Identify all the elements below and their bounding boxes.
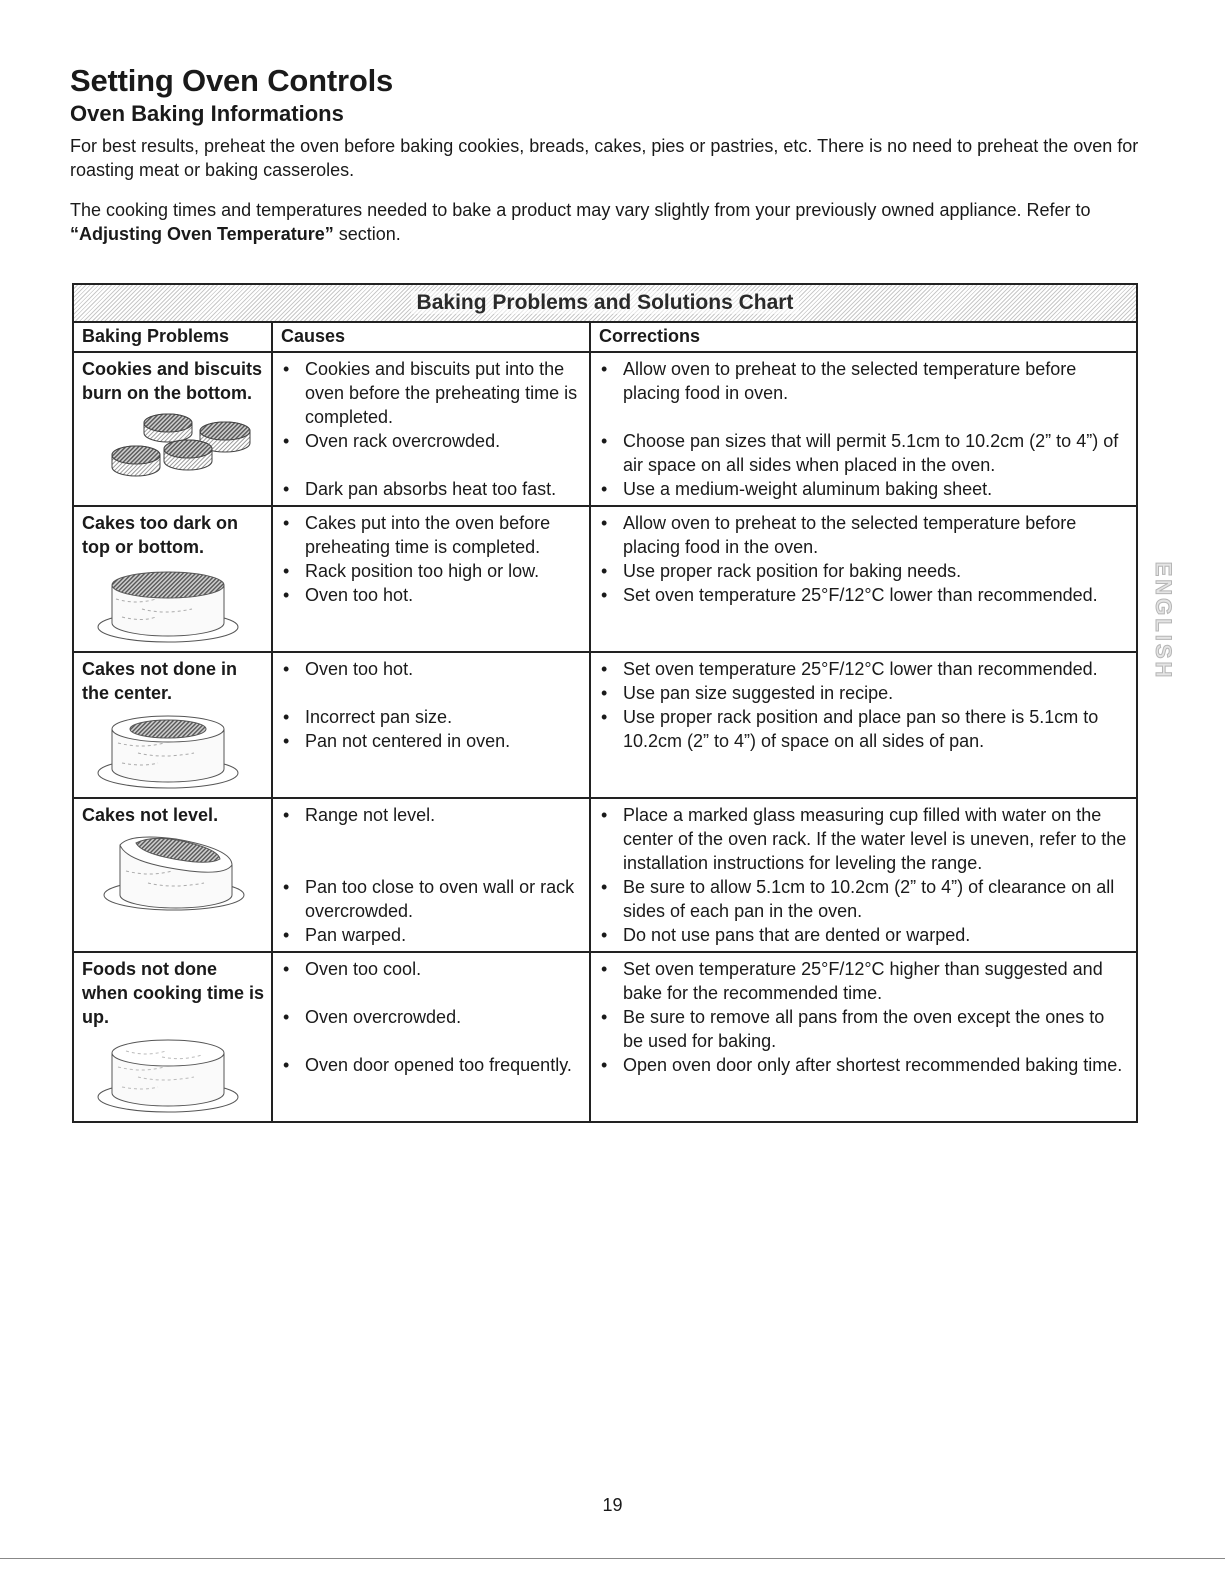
table-row bbox=[74, 652, 1136, 798]
correction-item: • Open oven door only after shortest recommended baking time. bbox=[597, 1053, 1128, 1077]
header-causes: Causes bbox=[272, 323, 590, 352]
cause-item: • Pan not centered in oven. bbox=[279, 729, 581, 753]
header-baking-problems: Baking Problems bbox=[74, 323, 272, 352]
problem-cell bbox=[74, 352, 272, 506]
table-row bbox=[74, 352, 1136, 506]
cause-item: • Range not level. bbox=[279, 803, 581, 827]
correction-item: • Allow oven to preheat to the selected temperature before placing food in the oven. bbox=[597, 511, 1128, 559]
cause-item: • Oven too cool. bbox=[279, 957, 581, 981]
cause-item: • Pan warped. bbox=[279, 923, 581, 947]
cause-item: • Pan too close to oven wall or rack overcrowded. bbox=[279, 875, 581, 923]
cause-item: • Dark pan absorbs heat too fast. bbox=[279, 477, 581, 501]
baking-problems-table bbox=[74, 323, 1136, 1121]
problem-label: Foods not done when cooking time is up. bbox=[82, 959, 265, 1027]
intro-paragraph-2 bbox=[70, 198, 1140, 246]
cause-item: • Oven too hot. bbox=[279, 657, 581, 681]
page-title: Setting Oven Controls bbox=[70, 63, 394, 98]
language-label: ENGLISH bbox=[1151, 561, 1176, 681]
correction-item: • Set oven temperature 25°F/12°C lower than recommended. bbox=[597, 657, 1128, 681]
problem-cell bbox=[74, 798, 272, 952]
pale-cake-icon bbox=[82, 1033, 258, 1115]
cause-item: • Cookies and biscuits put into the oven before the preheating time is completed. bbox=[279, 357, 581, 429]
adjusting-oven-temperature-reference: “Adjusting Oven Temperature” bbox=[70, 224, 334, 244]
problem-cell bbox=[74, 952, 272, 1121]
header-corrections: Corrections bbox=[590, 323, 1136, 352]
correction-item: • Use proper rack position and place pan so there is 5.1cm to 10.2cm (2” to 4”) of space on all sides of pan. bbox=[597, 705, 1128, 753]
correction-item: • Use proper rack position for baking needs. bbox=[597, 559, 1128, 583]
intro-paragraph-1: For best results, preheat the oven before baking cookies, breads, cakes, pies or pastries, etc. There is no need to preheat the oven for roasting meat or baking casseroles. bbox=[70, 136, 1139, 180]
causes-cell bbox=[272, 652, 590, 798]
causes-cell bbox=[272, 506, 590, 652]
table-row bbox=[74, 506, 1136, 652]
cause-item: • Oven overcrowded. bbox=[279, 1005, 581, 1029]
cause-item: • Cakes put into the oven before preheating time is completed. bbox=[279, 511, 581, 559]
corrections-cell bbox=[590, 952, 1136, 1121]
page-subtitle: Oven Baking Informations bbox=[70, 101, 344, 126]
chart-title-text: Baking Problems and Solutions Chart bbox=[411, 291, 800, 314]
corrections-cell bbox=[590, 798, 1136, 952]
chart-title bbox=[74, 285, 1136, 323]
corrections-cell bbox=[590, 352, 1136, 506]
corrections-cell bbox=[590, 652, 1136, 798]
correction-item: • Set oven temperature 25°F/12°C lower than recommended. bbox=[597, 583, 1128, 607]
cookies-icon bbox=[82, 409, 258, 489]
causes-cell bbox=[272, 952, 590, 1121]
intro-paragraph-2-start: The cooking times and temperatures needed to bake a product may vary slightly from your previously owned appliance. Refer to bbox=[70, 200, 1091, 220]
corrections-cell bbox=[590, 506, 1136, 652]
causes-cell bbox=[272, 352, 590, 506]
cause-item: • Oven too hot. bbox=[279, 583, 581, 607]
dark-cake-icon bbox=[82, 563, 258, 645]
correction-item: • Choose pan sizes that will permit 5.1cm to 10.2cm (2” to 4”) of air space on all sides when placed in the oven. bbox=[597, 429, 1128, 477]
causes-cell bbox=[272, 798, 590, 952]
correction-item: • Use a medium-weight aluminum baking sheet. bbox=[597, 477, 1128, 501]
intro-paragraph-2-end: section. bbox=[333, 224, 401, 244]
cause-item: • Oven rack overcrowded. bbox=[279, 429, 581, 453]
problem-cell bbox=[74, 652, 272, 798]
correction-item: • Allow oven to preheat to the selected temperature before placing food in oven. bbox=[597, 357, 1128, 405]
problem-label: Cakes too dark on top or bottom. bbox=[82, 513, 239, 557]
bottom-divider bbox=[0, 1558, 1225, 1559]
correction-item: • Do not use pans that are dented or warped. bbox=[597, 923, 1128, 947]
correction-item: • Be sure to allow 5.1cm to 10.2cm (2” to 4”) of clearance on all sides of each pan in the oven. bbox=[597, 875, 1128, 923]
problem-label: Cakes not level. bbox=[82, 805, 219, 825]
correction-item: • Set oven temperature 25°F/12°C higher than suggested and bake for the recommended time. bbox=[597, 957, 1128, 1005]
problem-cell bbox=[74, 506, 272, 652]
correction-item: • Place a marked glass measuring cup filled with water on the center of the oven rack. If the water level is uneven, refer to the installation instructions for leveling the range. bbox=[597, 803, 1128, 875]
page-header bbox=[70, 62, 1140, 246]
cause-item: • Rack position too high or low. bbox=[279, 559, 581, 583]
table-row bbox=[74, 952, 1136, 1121]
correction-item: • Be sure to remove all pans from the oven except the ones to be used for baking. bbox=[597, 1005, 1128, 1053]
underdone-cake-icon bbox=[82, 709, 258, 791]
problem-label: Cakes not done in the center. bbox=[82, 659, 238, 703]
tilted-cake-icon bbox=[82, 831, 258, 915]
baking-problems-chart bbox=[72, 283, 1138, 1123]
language-side-tab bbox=[1148, 561, 1178, 681]
cause-item: • Incorrect pan size. bbox=[279, 705, 581, 729]
table-row bbox=[74, 798, 1136, 952]
correction-item: • Use pan size suggested in recipe. bbox=[597, 681, 1128, 705]
cause-item: • Oven door opened too frequently. bbox=[279, 1053, 581, 1077]
page-number: 19 bbox=[602, 1495, 623, 1515]
problem-label: Cookies and biscuits burn on the bottom. bbox=[82, 359, 263, 403]
